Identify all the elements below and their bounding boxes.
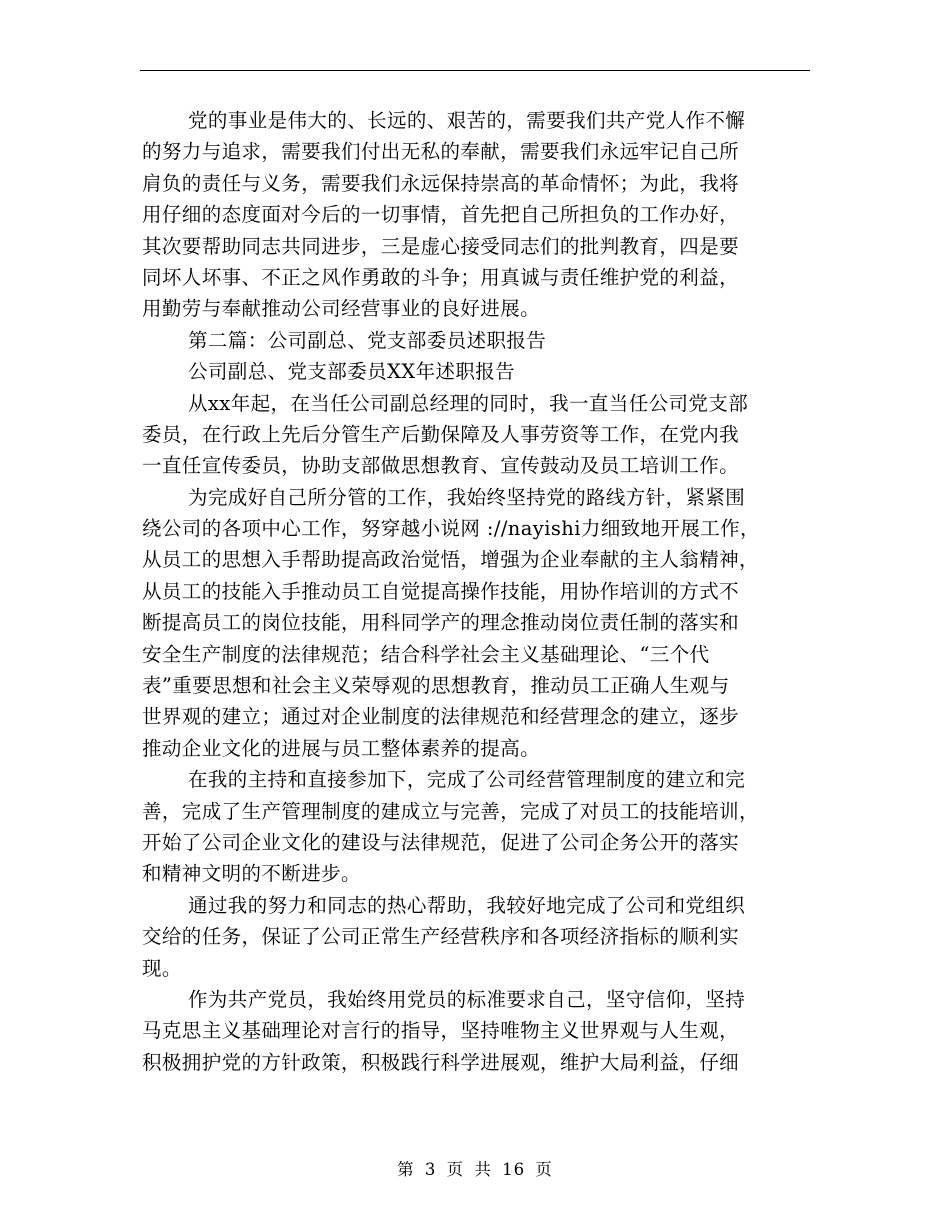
text-line: 从xx年起，在当任公司副总经理的同时，我一直当任公司党支部 [188, 391, 749, 415]
text-line: 从员工的技能入手推动员工自觉提高操作技能，用协作培训的方式不 [142, 579, 740, 603]
text-line: 开始了公司企业文化的建设与法律规范，促进了公司企务公开的落实 [142, 830, 740, 854]
text-line: 公司副总、党支部委员XX年述职报告 [188, 360, 516, 384]
text-line: 党的事业是伟大的、长远的、艰苦的，需要我们共产党人作不懈 [188, 109, 746, 132]
text-line: 用勤劳与奉献推动公司经营事业的良好进展。 [142, 297, 541, 321]
text-line: 推动企业文化的进展与员工整体素养的提高。 [142, 736, 541, 760]
text-line: 积极拥护党的方针政策，积极践行科学进展观，维护大局利益，仔细 [142, 1050, 740, 1074]
text-line: 马克思主义基础理论对言行的指导，坚持唯物主义世界观与人生观， [142, 1019, 740, 1043]
text-line: 绕公司的各项中心工作，努穿越小说网 ://nayishi力细致地开展工作， [142, 517, 760, 541]
text-line: 肩负的责任与义务，需要我们永远保持崇高的革命情怀；为此，我将 [142, 171, 740, 195]
text-line: 的努力与追求，需要我们付出无私的奉献，需要我们永远牢记自己所 [142, 140, 740, 164]
text-line: 委员，在行政上先后分管生产后勤保障及人事劳资等工作，在党内我 [142, 422, 740, 446]
text-line: 世界观的建立；通过对企业制度的法律规范和经营理念的建立，逐步 [142, 705, 740, 729]
document-body [142, 105, 832, 1078]
text-line: 断提高员工的岗位技能，用科同学产的理念推动岗位责任制的落实和 [142, 611, 740, 635]
text-line: 从员工的思想入手帮助提高政治觉悟，增强为企业奉献的主人翁精神， [142, 548, 759, 572]
text-line: 在我的主持和直接参加下，完成了公司经营管理制度的建立和完 [188, 768, 746, 792]
text-line: 作为共产党员，我始终用党员的标准要求自己，坚守信仰，坚持 [188, 987, 746, 1011]
text-line: 第二篇：公司副总、党支部委员述职报告 [188, 328, 547, 352]
text-line: 表”重要思想和社会主义荣辱观的思想教育，推动员工正确人生观与 [142, 674, 730, 698]
page-footer: 第 3 页 共 16 页 [397, 1160, 553, 1179]
text-line: 一直任宣传委员，协助支部做思想教育、宣传鼓动及员工培训工作。 [142, 454, 740, 478]
text-line: 通过我的努力和同志的热心帮助，我较好地完成了公司和党组织 [188, 893, 746, 917]
text-line: 为完成好自己所分管的工作，我始终坚持党的路线方针，紧紧围 [188, 485, 746, 509]
text-line: 安全生产制度的法律规范；结合科学社会主义基础理论、“三个代 [142, 642, 710, 666]
text-line: 善，完成了生产管理制度的建成立与完善，完成了对员工的技能培训， [142, 799, 759, 823]
text-line: 现。 [142, 956, 182, 980]
text-line: 和精神文明的不断进步。 [142, 862, 361, 886]
header-rule [140, 70, 810, 71]
text-line: 用仔细的态度面对今后的一切事情，首先把自己所担负的工作办好， [142, 203, 740, 227]
text-line: 其次要帮助同志共同进步，三是虚心接受同志们的批判教育，四是要 [142, 234, 740, 258]
text-line: 交给的任务，保证了公司正常生产经营秩序和各项经济指标的顺利实 [142, 925, 740, 949]
text-line: 同坏人坏事、不正之风作勇敢的斗争；用真诚与责任维护党的利益， [142, 265, 740, 289]
